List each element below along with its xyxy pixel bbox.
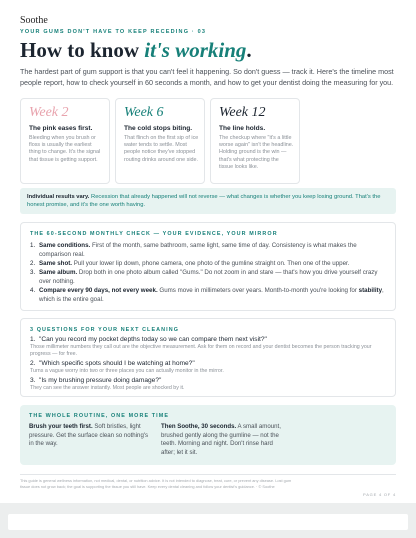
routine-lead: Brush your teeth first. bbox=[29, 423, 93, 431]
week-heading: The pink eases first. bbox=[29, 125, 93, 132]
question-note: Those millimeter numbers they call out are the objective measurement. Ask for them on record and your dentist becomes the person tracking your progress — for free. bbox=[30, 344, 372, 358]
routine-text: Soft bristles, light pressure. Get the surface clean so nothing's in the way. bbox=[29, 423, 149, 448]
step-text: First of the month, same bathroom, same light, same time of day. Consistency is what makes the comparison real. bbox=[39, 242, 357, 259]
question-text: "Is my brushing pressure doing damage?" bbox=[39, 377, 162, 385]
step-number: 2. bbox=[30, 260, 36, 268]
week-heading: The line holds. bbox=[219, 125, 266, 132]
step-text: Pull your lower lip down, phone camera, one photo of the gumline straight on. Then one of the upper. bbox=[72, 260, 350, 268]
question-item bbox=[30, 335, 386, 358]
week-label: Week 6 bbox=[124, 105, 164, 120]
title-lead: How to know bbox=[20, 38, 145, 62]
viewer-bottom-bar bbox=[8, 514, 408, 530]
questions-title: 3 QUESTIONS FOR YOUR NEXT CLEANING bbox=[30, 327, 180, 334]
step-strong: stability bbox=[358, 287, 383, 295]
step-lead: Same conditions. bbox=[39, 242, 91, 250]
step-text: Gums move in millimeters over years. Month-to-month you're looking for bbox=[157, 287, 359, 295]
title-emphasis: it's working bbox=[144, 38, 247, 62]
section-kicker: YOUR GUMS DON'T HAVE TO KEEP RECEDING · 03 bbox=[20, 29, 207, 35]
question-text: "Which specific spots should I be watching at home?" bbox=[39, 360, 195, 368]
step-tail: , which is the entire goal. bbox=[39, 287, 384, 304]
question-note: They can see the answer instantly. Most people are shocked by it. bbox=[30, 385, 185, 392]
step-number: 3. bbox=[30, 269, 36, 277]
title-end: . bbox=[246, 38, 252, 62]
monthly-check-title: THE 60-SECOND MONTHLY CHECK — YOUR EVIDENCE, YOUR MIRROR bbox=[30, 231, 278, 238]
questions-card bbox=[20, 318, 396, 397]
week-body: That flinch on the first sip of ice water tends to settle. Most people notice they've stopped routing drinks around one side. bbox=[124, 135, 199, 163]
week-label: Week 12 bbox=[219, 105, 266, 120]
page-title bbox=[20, 38, 396, 62]
results-disclaimer-callout bbox=[20, 188, 396, 214]
step-lead: Compare every 90 days, not every week. bbox=[39, 287, 158, 295]
intro-paragraph: The hardest part of gum support is that you can't feel it happening. So don't guess — track it. Here's the timeline most people report, how to check yourself in 60 seconds a month, and how to get your dentist doing the measuring for you. bbox=[20, 67, 394, 87]
page-number: PAGE 4 OF 4 bbox=[363, 492, 396, 498]
callout-lead: Individual results vary. bbox=[27, 194, 90, 200]
routine-title: THE WHOLE ROUTINE, ONE MORE TIME bbox=[29, 413, 170, 420]
question-number: 3. bbox=[30, 377, 36, 385]
brand-name: Soothe bbox=[20, 15, 48, 26]
question-item bbox=[30, 359, 386, 375]
question-number: 1. bbox=[30, 336, 36, 344]
routine-columns bbox=[29, 423, 387, 457]
week-body: Bleeding when you brush or floss is usually the earliest thing to change. It's the signal that tissue is getting support. bbox=[29, 135, 101, 163]
step-text: Drop both in one photo album called "Gums." Do not zoom in and stare — that's how you drive yourself crazy over nothing. bbox=[39, 269, 378, 286]
question-number: 2. bbox=[30, 360, 36, 368]
monthly-check-card bbox=[20, 222, 396, 311]
check-step bbox=[30, 241, 386, 259]
step-lead: Same shot. bbox=[39, 260, 73, 268]
legal-disclaimer: This guide is general wellness information, not medical, dental, or nutrition advice. It is not intended to diagnose, treat, cure, or prevent any disease. Lost gum tissue does not grow back; the goal is supporting the tissue you still have. Keep every dental cleaning and follow your dentist's guidance. · © Soothe bbox=[20, 478, 292, 489]
page-footer bbox=[20, 474, 396, 498]
check-step bbox=[30, 268, 386, 286]
question-text: "Can you record my pocket depths today so we can compare them next visit?" bbox=[39, 336, 267, 344]
check-step bbox=[30, 286, 386, 304]
question-item bbox=[30, 376, 386, 392]
check-step bbox=[30, 259, 386, 268]
step-number: 1. bbox=[30, 242, 36, 250]
routine-step-brush bbox=[29, 423, 151, 457]
week-label: Week 2 bbox=[29, 105, 69, 120]
week-card bbox=[115, 98, 205, 184]
timeline-cards bbox=[20, 98, 396, 184]
week-body: The checkup where "it's a little worse again" isn't the headline. Holding ground is the win — that's what protecting the tissue looks like. bbox=[219, 135, 294, 170]
week-card bbox=[20, 98, 110, 184]
routine-text: A small amount, brushed gently along the gumline — not the teeth. Morning and night. Don't rinse hard after; let it sit. bbox=[161, 423, 281, 456]
step-lead: Same album. bbox=[39, 269, 78, 277]
routine-step-soothe bbox=[161, 423, 283, 457]
routine-lead: Then Soothe, 30 seconds. bbox=[161, 423, 237, 431]
routine-callout bbox=[20, 405, 396, 465]
week-heading: The cold stops biting. bbox=[124, 125, 193, 132]
question-note: Turns a vague worry into two or three places you can actually monitor in the mirror. bbox=[30, 368, 224, 375]
check-steps bbox=[30, 241, 386, 304]
week-card bbox=[210, 98, 300, 184]
callout-text: Recession that already happened will not reverse — what changes is whether you keep losing ground. That's the honest promise, and it's the one worth having. bbox=[27, 194, 381, 209]
step-number: 4. bbox=[30, 287, 36, 295]
